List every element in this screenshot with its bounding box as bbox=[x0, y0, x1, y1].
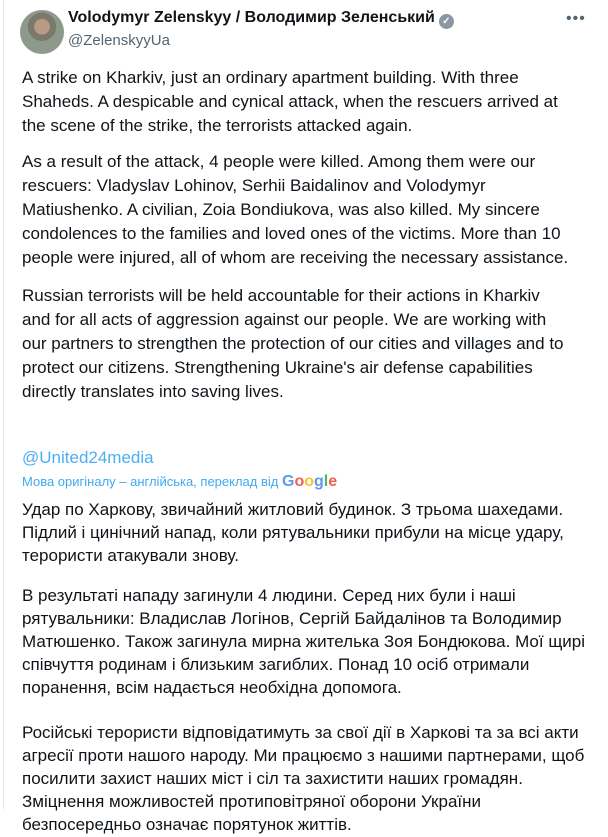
verified-badge-icon: ✓ bbox=[439, 14, 454, 29]
text-line: Матюшенко. Також загинула мирна жителька Зоя Бондюкова. Мої щирі bbox=[22, 632, 586, 651]
text-line: A strike on Kharkiv, just an ordinary apartment building. With three bbox=[22, 68, 519, 87]
text-line: our partners to strengthen the protection of our cities and villages and to bbox=[22, 334, 564, 353]
text-line: As a result of the attack, 4 people were killed. Among them were our bbox=[22, 152, 536, 171]
google-logo: Google bbox=[282, 473, 338, 490]
english-paragraph bbox=[22, 284, 564, 404]
text-line: поранення, всім надається необхідна допомога. bbox=[22, 678, 402, 697]
author-handle[interactable]: @ZelenskyyUa bbox=[68, 32, 170, 49]
text-line: rescuers: Vladyslav Lohinov, Serhii Baidalinov and Volodymyr bbox=[22, 176, 486, 195]
text-line: people were injured, all of whom are receiving the necessary assistance. bbox=[22, 248, 569, 267]
ukrainian-paragraph bbox=[22, 584, 585, 699]
english-paragraph bbox=[22, 150, 568, 270]
text-line: рятувальники: Владислав Логінов, Сергій Байдалінов та Володимир bbox=[22, 609, 562, 628]
text-line: Russian terrorists will be held accountable for their actions in Kharkiv bbox=[22, 286, 540, 305]
translation-note[interactable]: Мова оригіналу – англійська, переклад від Google bbox=[22, 473, 338, 490]
text-line: Удар по Харкову, звичайний житловий будинок. З трьома шахедами. bbox=[22, 500, 564, 519]
author-name[interactable]: Volodymyr Zelenskyy / Володимир Зеленський ✓ bbox=[68, 9, 454, 29]
text-line: співчуття родинам і близьким загиблих. Понад 10 осіб отримали bbox=[22, 655, 530, 674]
text-line: directly translates into saving lives. bbox=[22, 382, 284, 401]
text-line: Зміцнення можливостей протиповітряної оборони України bbox=[22, 792, 482, 811]
text-line: Shaheds. A despicable and cynical attack, when the rescuers arrived at bbox=[22, 92, 558, 111]
text-line: терористи атакували знову. bbox=[22, 546, 239, 565]
more-options-icon[interactable]: ••• bbox=[566, 10, 586, 27]
text-line: the scene of the strike, the terrorists attacked again. bbox=[22, 116, 413, 135]
text-line: protect our citizens. Strengthening Ukraine's air defense capabilities bbox=[22, 358, 533, 377]
text-line: безпосередньо означає порятунок життів. bbox=[22, 815, 352, 834]
mention-link[interactable]: @United24media bbox=[22, 448, 154, 467]
text-line: В результаті нападу загинули 4 людини. Серед них були і наші bbox=[22, 586, 516, 605]
text-line: Підлий і цинічний напад, коли рятувальники прибули на місце удару, bbox=[22, 523, 564, 542]
ukrainian-paragraph bbox=[22, 498, 564, 567]
avatar[interactable] bbox=[20, 10, 64, 54]
ukrainian-paragraph bbox=[22, 721, 584, 836]
text-line: агресії проти нашого народу. Ми працюємо з нашими партнерами, щоб bbox=[22, 746, 585, 765]
text-line: and for all acts of aggression against our people. We are working with bbox=[22, 310, 547, 329]
english-paragraph bbox=[22, 66, 558, 138]
text-line: посилити захист наших міст і сіл та захистити наших громадян. bbox=[22, 769, 523, 788]
text-line: Matiushenko. A civilian, Zoia Bondiukova, was also killed. My sincere bbox=[22, 200, 540, 219]
text-line: Російські терористи відповідатимуть за свої дії в Харкові та за всі акти bbox=[22, 723, 579, 742]
text-line: condolences to the families and loved ones of the victims. More than 10 bbox=[22, 224, 561, 243]
